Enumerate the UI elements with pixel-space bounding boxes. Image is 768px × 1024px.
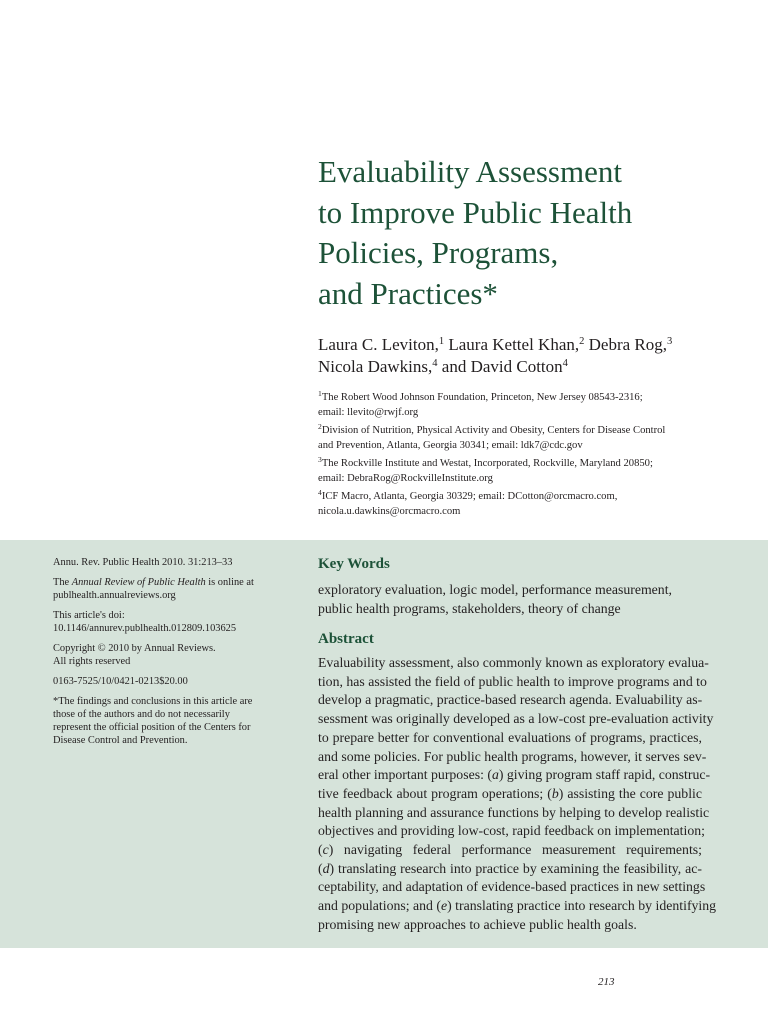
- affiliation-marker: 1: [438, 336, 445, 348]
- abstract-text: Evaluability assessment, also commonly known as exploratory evalua- tion, has assisted the field of public health to improve programs and to develop a pragmatic, practice-based research agenda. Evaluability as- sessment was originally developed as a low-cost pre-evaluation activity to prepare better for conventional evaluations of programs, practices, and some policies. For public health programs, however, it serves sev- eral other important purposes: (a) giving program staff rapid, construc- tive feedback about program operations; (b) assisting the core public health planning and assurance functions by helping to develop realistic objectives and providing low-cost, rapid feedback on implementation; (c) navigating federal performance measurement requirements; (d) translating research into practice by examining the feasibility, ac- ceptability, and adaptation of evidence-based practices in new settings and populations; and (e) translating practice into research by identifying promising new approaches to achieve public health goals.: [318, 655, 717, 932]
- online-notice: The Annual Review of Public Health is online at publhealth.annualreviews.org: [53, 576, 283, 602]
- affiliation-item: $^2$Division of Nutrition, Physical Activity and Obesity, Centers for Disease Control and Prevention, Atlanta, Georgia 30341; email: ldk7@cdc.gov: [318, 421, 666, 451]
- disclaimer-note: *The findings and conclusions in this article are those of the authors and do not necessarily represent the official position of the Centers for Disease Control and Prevention.: [53, 696, 253, 746]
- title-line: to Improve Public Health: [318, 194, 633, 230]
- title-line: Evaluability Assessment: [318, 154, 622, 189]
- title-line: and Practices*: [318, 275, 498, 311]
- doi: 10.1146/annurev.publhealth.012809.103625: [53, 623, 237, 634]
- article-code: 0163-7525/10/0421-0213$20.00: [53, 676, 188, 687]
- affiliation-item: $^3$The Rockville Institute and Westat, Incorporated, Rockville, Maryland 20850; email: DebraRog@RockvilleInstitute.org: [318, 454, 653, 484]
- title-line: Policies, Programs,: [318, 235, 559, 270]
- affiliation-number: 1: [318, 388, 322, 398]
- affiliation-marker: 2: [579, 336, 585, 348]
- affiliation-marker: 4: [562, 358, 568, 370]
- affiliation-item: $^4$ICF Macro, Atlanta, Georgia 30329; email: DCotton@orcmacro.com, nicola.u.dawkins@orcmacro.com: [318, 487, 618, 517]
- author-name: Laura Kettel Khan,: [444, 335, 580, 354]
- author-line: [318, 356, 738, 378]
- affiliation-number: 3: [318, 454, 322, 464]
- journal-name: Annual Review of Public Health: [71, 577, 206, 588]
- affiliation-number: 2: [318, 421, 322, 431]
- article-info-sidebar: [53, 556, 283, 754]
- copyright: Copyright © 2010 by Annual Reviews. All rights reserved: [53, 643, 216, 667]
- citation: Annu. Rev. Public Health 2010. 31:213–33: [53, 557, 233, 568]
- affiliation-item: $^1$The Robert Wood Johnson Foundation, Princeton, New Jersey 08543-2316; email: llevito@rwjf.org: [318, 388, 643, 418]
- title-asterisk: *: [482, 275, 498, 311]
- abstract-heading: Abstract: [318, 631, 374, 647]
- doi-block: This article's doi: 10.1146/annurev.publhealth.012809.103625: [53, 609, 283, 635]
- affiliation-marker: 4: [432, 358, 438, 370]
- keywords-list: exploratory evaluation, logic model, performance measurement, public health programs, stakeholders, theory of change: [318, 582, 672, 616]
- page-number: 213: [598, 976, 615, 988]
- author-name: Debra Rog,: [584, 335, 668, 354]
- affiliation-marker: 3: [667, 336, 673, 348]
- author-list: [318, 334, 738, 378]
- author-name: Laura C. Leviton,: [318, 335, 439, 354]
- author-line: [318, 334, 738, 356]
- affiliations: [318, 390, 718, 522]
- journal-url: publhealth.annualreviews.org: [53, 590, 176, 601]
- affiliation-number: 4: [318, 487, 322, 497]
- keywords-heading: Key Words: [318, 556, 390, 572]
- author-name: Nicola Dawkins,: [318, 357, 433, 376]
- author-name: and David Cotton: [437, 357, 563, 376]
- article-title: [318, 152, 738, 314]
